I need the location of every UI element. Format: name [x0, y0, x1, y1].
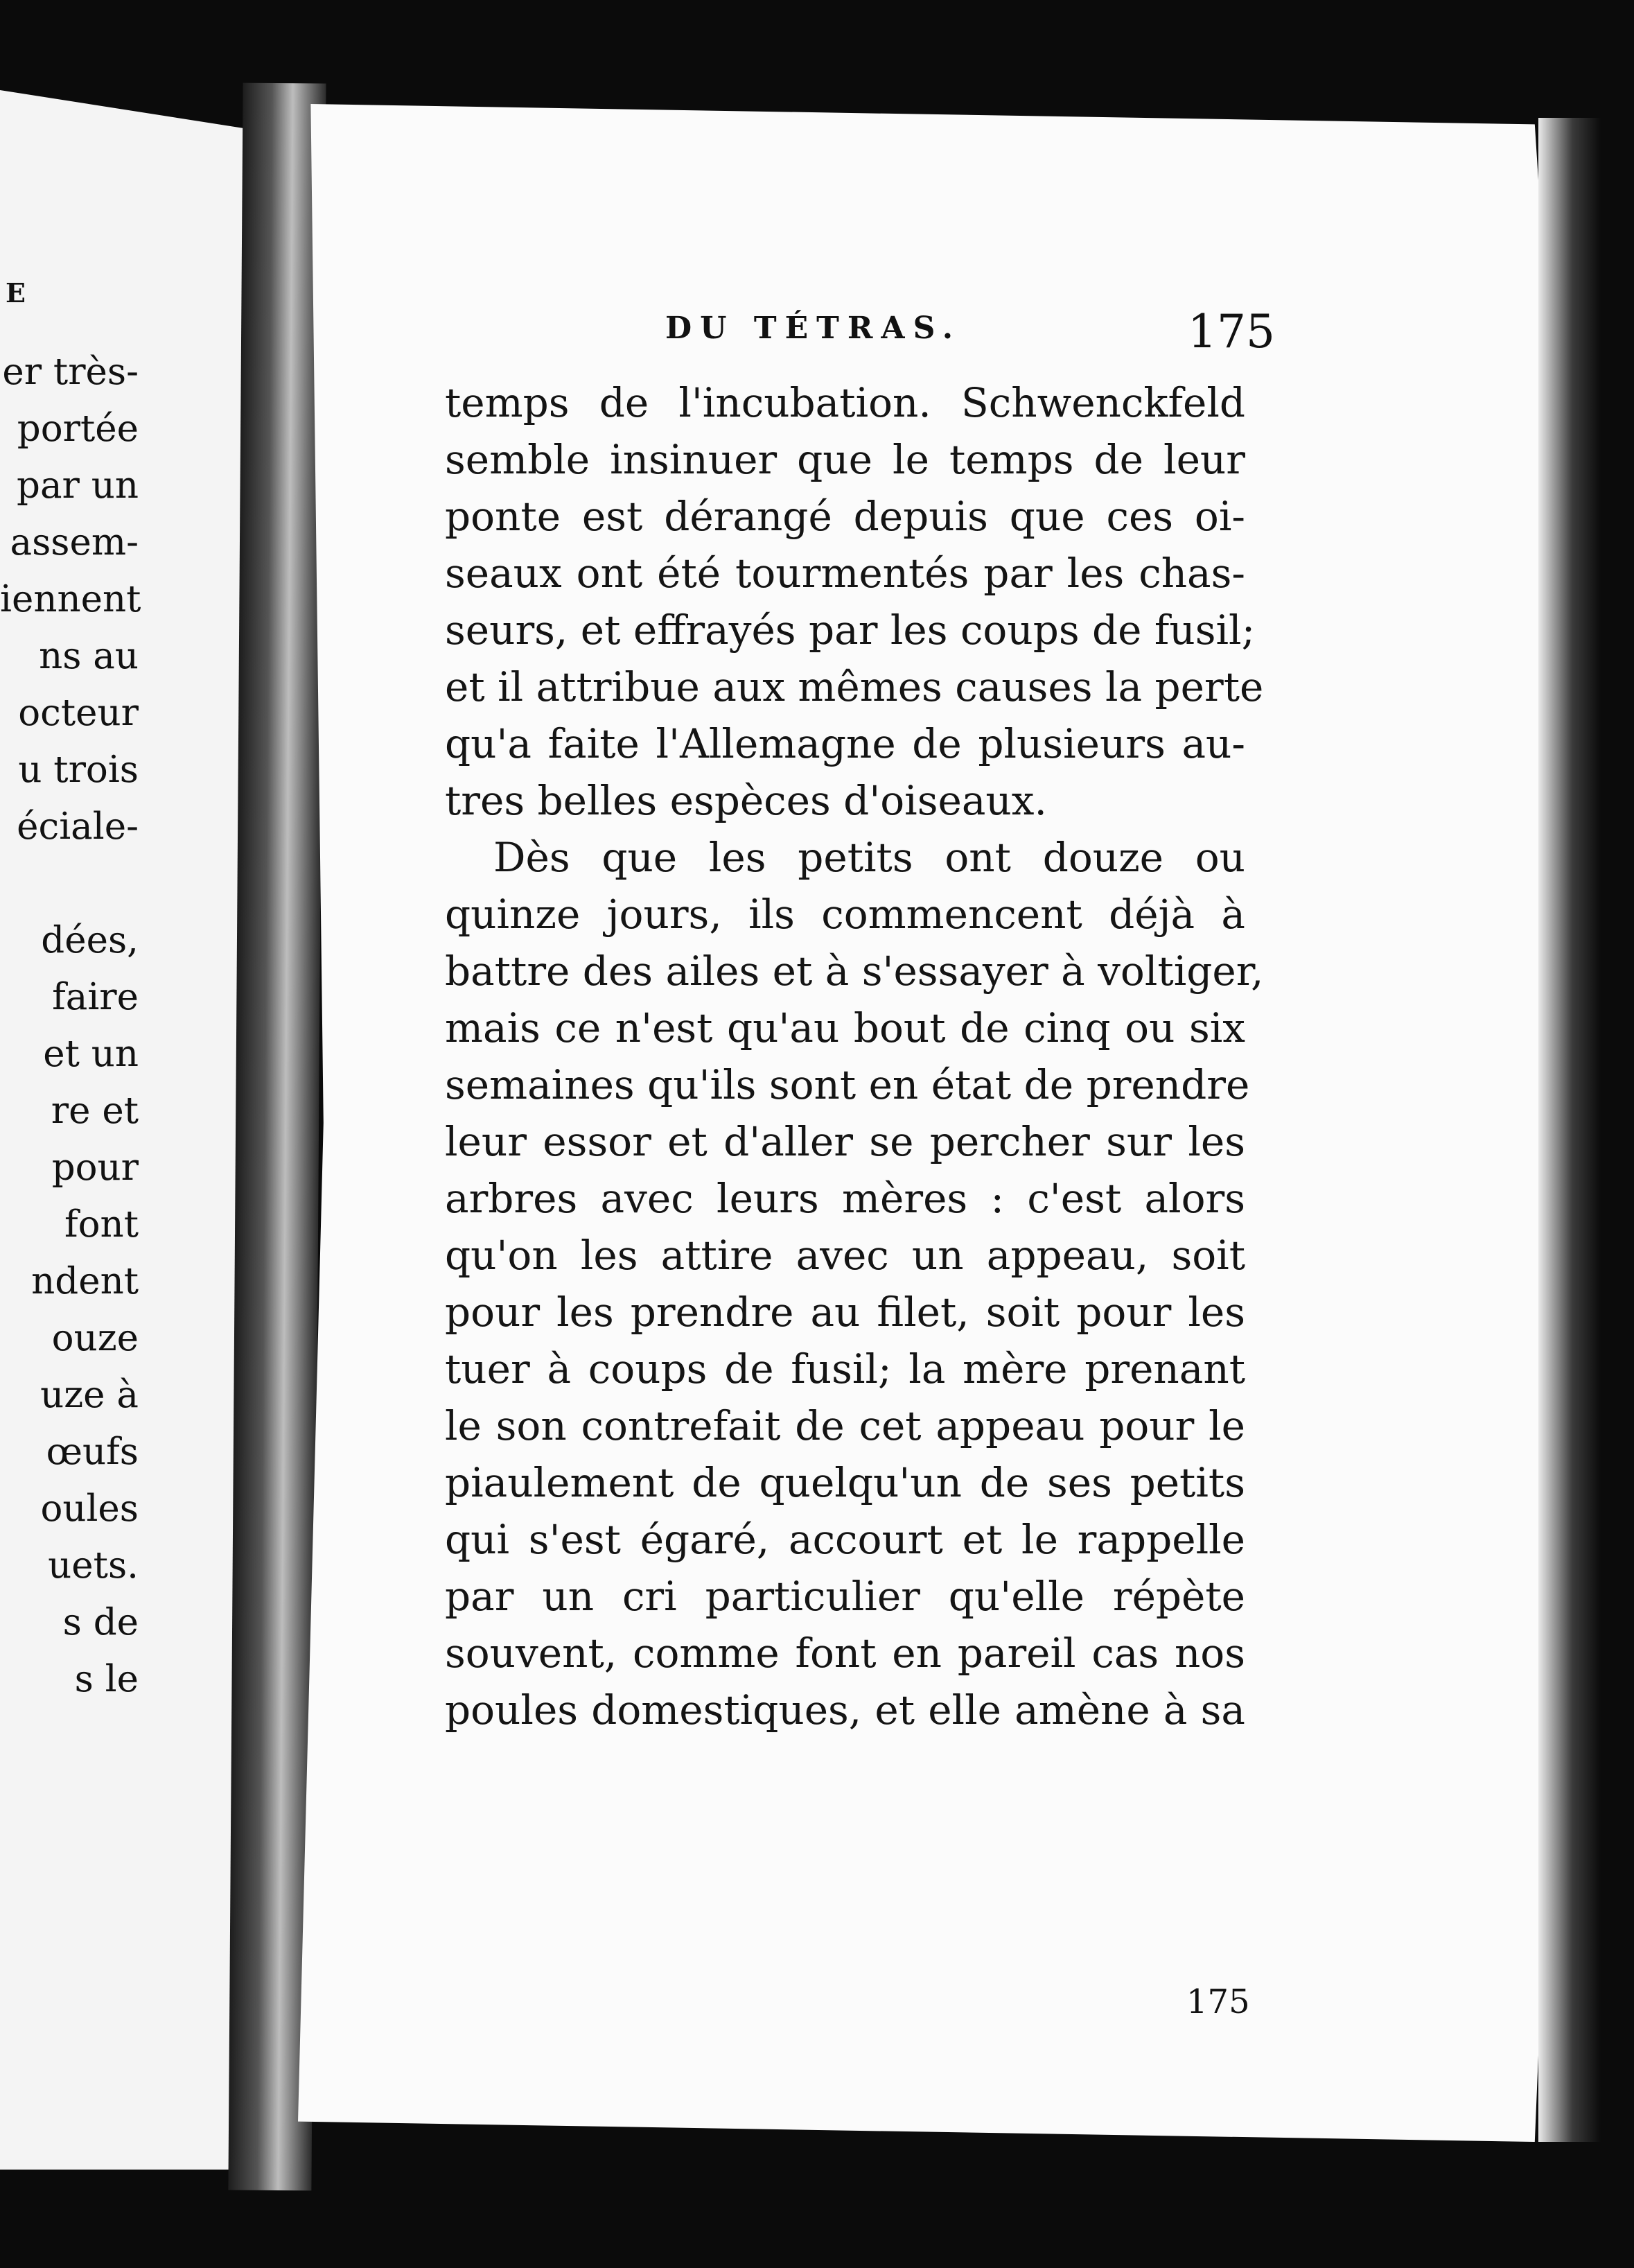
text-line: arbres avec leurs mères : c'est alors — [445, 1175, 1245, 1222]
left-fragment: portée — [17, 408, 139, 450]
left-page-corner-letter: E — [6, 277, 26, 308]
running-head: DU TÉTRAS. — [665, 311, 962, 346]
text-line: le son contrefait de cet appeau pour le — [445, 1402, 1245, 1449]
text-line: ponte est dérangé depuis que ces oi- — [445, 493, 1245, 540]
text-line: tres belles espèces d'oiseaux. — [445, 777, 1047, 824]
text-line: par un cri particulier qu'elle répète — [445, 1573, 1245, 1620]
text-line: pour les prendre au filet, soit pour les — [445, 1289, 1245, 1336]
left-fragment: er très- — [2, 351, 139, 393]
text-line: leur essor et d'aller se percher sur les — [445, 1118, 1245, 1165]
text-line: tuer à coups de fusil; la mère prenant — [445, 1345, 1245, 1393]
left-fragment: re et — [51, 1090, 139, 1132]
left-fragment: octeur — [18, 692, 139, 734]
left-fragment: assem- — [10, 521, 139, 564]
text-line: qu'a faite l'Allemagne de plusieurs au- — [445, 720, 1245, 767]
text-line: et il attribue aux mêmes causes la perte — [445, 663, 1264, 710]
bottom-margin-mark: 175 — [1186, 1982, 1250, 2021]
text-line: seaux ont été tourmentés par les chas- — [445, 550, 1245, 597]
text-line: poules domestiques, et elle amène à sa — [445, 1686, 1245, 1734]
text-line: qui s'est égaré, accourt et le rappelle — [445, 1516, 1245, 1563]
page-edge-shadow — [1538, 118, 1601, 2142]
left-fragment: s de — [62, 1601, 139, 1643]
text-line: Dès que les petits ont douze ou — [493, 834, 1245, 881]
page-number: 175 — [1188, 305, 1275, 358]
left-fragment: ouze — [51, 1317, 139, 1359]
left-fragment: iennent — [0, 578, 141, 620]
left-fragment: uze à — [40, 1374, 139, 1416]
left-fragment: ns au — [39, 635, 139, 677]
text-line: qu'on les attire avec un appeau, soit — [445, 1232, 1245, 1279]
text-line: piaulement de quelqu'un de ses petits — [445, 1459, 1245, 1506]
text-line: battre des ailes et à s'essayer à voltiger, — [445, 948, 1264, 995]
left-fragment: s le — [74, 1658, 139, 1700]
text-line: temps de l'incubation. Schwenckfeld — [445, 379, 1245, 426]
left-fragment: u trois — [18, 749, 139, 791]
left-fragment: par un — [17, 464, 139, 507]
left-fragment: et un — [43, 1033, 139, 1075]
text-line: semaines qu'ils sont en état de prendre — [445, 1061, 1250, 1108]
body-text — [445, 374, 1264, 1738]
left-fragment: dées, — [41, 919, 139, 961]
left-fragment: éciale- — [17, 805, 139, 848]
text-line: souvent, comme font en pareil cas nos — [445, 1630, 1245, 1677]
left-fragment: ndent — [31, 1260, 139, 1302]
left-fragment: œufs — [46, 1431, 139, 1473]
text-line: seurs, et effrayés par les coups de fusil; — [445, 607, 1256, 654]
text-line: mais ce n'est qu'au bout de cinq ou six — [445, 1004, 1245, 1052]
left-fragment: oules — [40, 1488, 139, 1530]
left-fragment: uets. — [48, 1544, 139, 1587]
page-header — [665, 305, 1275, 358]
text-line: semble insinuer que le temps de leur — [445, 436, 1245, 483]
left-fragment: font — [64, 1203, 139, 1246]
text-line: quinze jours, ils commencent déjà à — [445, 891, 1245, 938]
left-fragment: faire — [52, 976, 139, 1018]
left-fragment: pour — [51, 1146, 139, 1189]
